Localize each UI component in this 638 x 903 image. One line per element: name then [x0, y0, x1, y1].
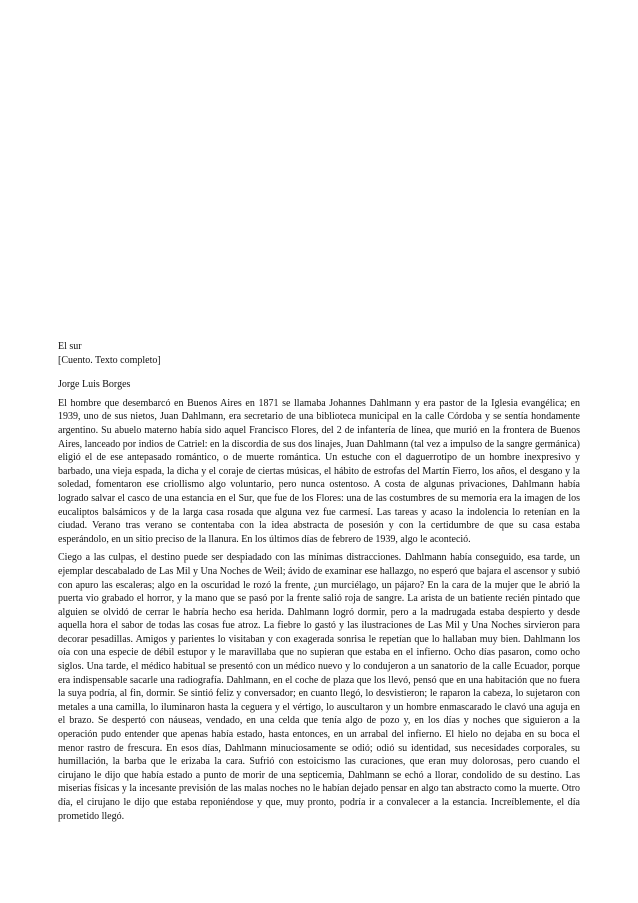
story-subtitle: [Cuento. Texto completo]: [58, 354, 161, 366]
story-author: Jorge Luis Borges: [58, 379, 131, 391]
paragraph-1: El hombre que desembarcó en Buenos Aires en 1871 se llamaba Johannes Dahlmann y era pastor de la Iglesia evangélica; en 1939, uno de sus nietos, Juan Dahlmann, era secretario de una biblioteca municipal en la calle Córdoba y se sentía hondamente argentino. Su abuelo materno había sido aquel Francisco Flores, del 2 de infantería de línea, que murió en la frontera de Buenos Aires, lanceado por indios de Catriel: en la discordia de sus dos linajes, Juan Dahlmann (tal vez a impulso de la sangre germánica) eligió el de ese antepasado romántico, o de muerte romántica. Un estuche con el daguerrotipo de un hombre inexpresivo y barbado, una vieja espada, la dicha y el coraje de ciertas músicas, el hábito de estrofas del Martín Fierro, los años, el desgano y la soledad, fomentaron ese criollismo algo voluntario, pero nunca ostentoso. A costa de algunas privaciones, Dahlmann había logrado salvar el casco de una estancia en el Sur, que fue de los Flores: una de las costumbres de su memoria era la imagen de los eucaliptos balsámicos y de la larga casa rosada que alguna vez fue carmesí. Las tareas y acaso la indolencia lo retenían en la ciudad. Verano tras verano se contentaba con la idea abstracta de posesión y con la certidumbre de que su casa estaba esperándolo, en un sitio preciso de la llanura. En los últimos días de febrero de 1939, algo le aconteció.: [58, 397, 580, 545]
document-page: [58, 340, 580, 828]
story-title: El sur: [58, 341, 82, 352]
paragraph-2: Ciego a las culpas, el destino puede ser despiadado con las mínimas distracciones. Dahlmann había conseguido, esa tarde, un ejemplar descabalado de Las Mil y Una Noches de Weil; ávido de examinar ese hallazgo, no esperó que bajara el ascensor y subió con apuro las escaleras; algo en la oscuridad le rozó la frente, ¿un murciélago, un pájaro? En la cara de la mujer que le abrió la puerta vio grabado el horror, y la mano que se pasó por la frente salió roja de sangre. La arista de un batiente recién pintado que alguien se olvidó de cerrar le habría hecho esa herida. Dahlmann logró dormir, pero a la madrugada estaba despierto y desde aquella hora el sabor de todas las cosas fue atroz. La fiebre lo gastó y las ilustraciones de Las Mil y Una Noches sirvieron para decorar pesadillas. Amigos y parientes lo visitaban y con exagerada sonrisa le repetían que lo hallaban muy bien. Dahlmann los oía con una especie de débil estupor y le maravillaba que no supieran que estaba en el infierno. Ocho días pasaron, como ocho siglos. Una tarde, el médico habitual se presentó con un médico nuevo y lo condujeron a un sanatorio de la calle Ecuador, porque era indispensable sacarle una radiografía. Dahlmann, en el coche de plaza que los llevó, pensó que en una habitación que no fuera la suya podría, al fin, dormir. Se sintió feliz y conversador; en cuanto llegó, lo desvistieron; le raparon la cabeza, lo sujetaron con metales a una camilla, lo iluminaron hasta la ceguera y el vértigo, lo auscultaron y un hombre enmascarado le clavó una aguja en el brazo. Se despertó con náuseas, vendado, en una celda que tenía algo de pozo y, en los días y noches que siguieron a la operación pudo entender que apenas había estado, hasta entonces, en un arrabal del infierno. El hielo no dejaba en su boca el menor rastro de frescura. En esos días, Dahlmann minuciosamente se odió; odió su identidad, sus necesidades corporales, su humillación, la barba que le erizaba la cara. Sufrió con estoicismo las curaciones, que eran muy dolorosas, pero cuando el cirujano le dijo que había estado a punto de morir de una septicemia, Dahlmann se echó a llorar, condolido de su destino. Las miserias físicas y la incesante previsión de las malas noches no le habían dejado pensar en algo tan abstracto como la muerte. Otro día, el cirujano le dijo que estaba reponiéndose y que, muy pronto, podría ir a convalecer a la estancia. Increíblemente, el día prometido llegó.: [58, 552, 580, 822]
